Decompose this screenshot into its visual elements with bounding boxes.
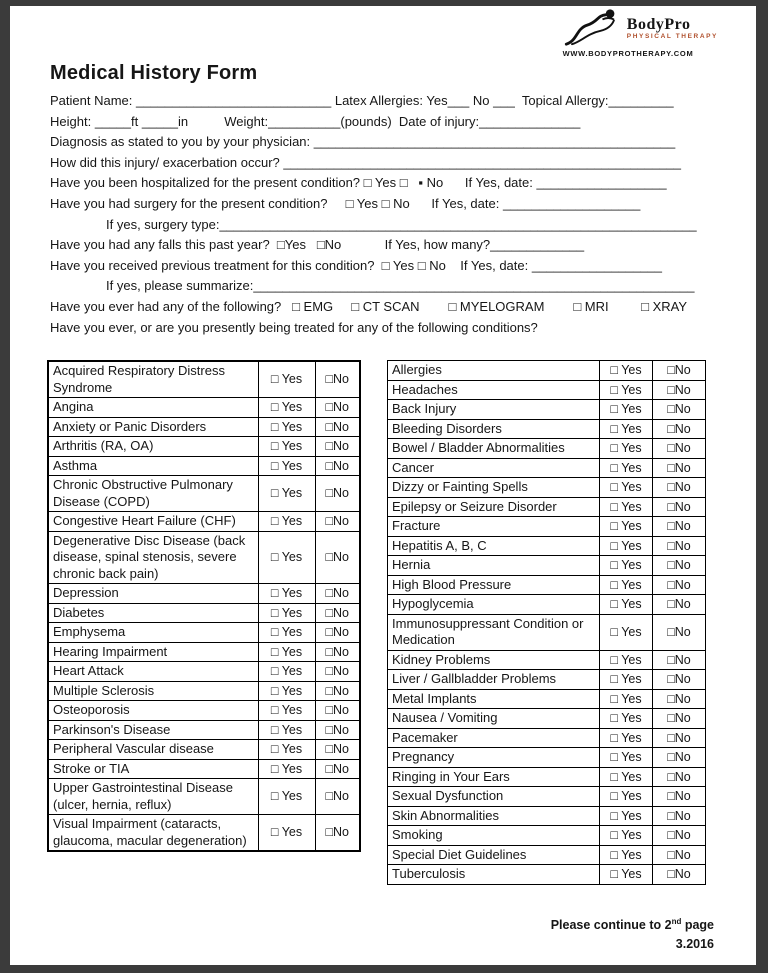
line-surgery [50,194,714,215]
condition-label: Cancer [388,458,600,478]
summarize-blank[interactable]: _____________________________________________________________ [253,278,695,294]
no-checkbox[interactable]: □No [315,361,360,398]
yes-checkbox[interactable]: □ Yes [600,845,653,865]
condition-row [48,437,360,457]
condition-row [48,720,360,740]
line-diagnosis [50,132,714,153]
no-checkbox[interactable]: □No [315,779,360,815]
condition-label: Stroke or TIA [48,759,258,779]
condition-row [48,740,360,760]
condition-row [48,623,360,643]
continue-note: Please continue to 2nd page [550,917,714,933]
no-checkbox[interactable]: □No [315,456,360,476]
hospitalized-question: Have you been hospitalized for the present condition? [50,175,364,191]
condition-label: Arthritis (RA, OA) [48,437,258,457]
yes-checkbox[interactable]: □ Yes [600,595,653,615]
xray-checkbox[interactable]: □ XRAY [641,298,688,314]
mri-checkbox[interactable]: □ MRI [573,298,609,314]
weight-blank[interactable]: __________ [268,113,341,129]
condition-label: Ringing in Your Ears [388,767,600,787]
condition-label: Heart Attack [48,662,258,682]
no-checkbox[interactable]: □No [315,701,360,721]
condition-label: Smoking [388,826,600,846]
condition-row [388,517,706,537]
condition-row [388,767,706,787]
condition-row [48,512,360,532]
summarize-label: If yes, please summarize: [106,278,254,294]
no-checkbox[interactable]: □No [653,650,706,670]
ct-scan-checkbox[interactable]: □ CT SCAN [351,298,420,314]
condition-label: Hypoglycemia [388,595,600,615]
condition-row [388,478,706,498]
no-checkbox[interactable]: □No [653,845,706,865]
brand-tagline: PHYSICAL THERAPY [626,33,718,40]
no-checkbox[interactable]: □No [653,865,706,885]
condition-label: Bleeding Disorders [388,419,600,439]
previous-treatment-question: Have you received previous treatment for this condition? [50,257,382,273]
yes-checkbox[interactable]: □ Yes [600,826,653,846]
condition-row [48,681,360,701]
condition-row [388,361,706,381]
condition-label: Epilepsy or Seizure Disorder [388,497,600,517]
condition-row [48,642,360,662]
condition-row [388,380,706,400]
hospitalized-date-blank[interactable]: __________________ [536,175,667,191]
spacer [188,114,224,129]
spacer [443,175,465,190]
no-checkbox[interactable]: □No [653,478,706,498]
condition-label: Sexual Dysfunction [388,787,600,807]
no-checkbox[interactable]: □No [653,767,706,787]
condition-label: Nausea / Vomiting [388,709,600,729]
condition-row [48,815,360,852]
condition-label: Fracture [388,517,600,537]
height-ft-blank[interactable]: _____ [94,113,131,129]
yes-checkbox[interactable]: □ Yes [258,701,315,721]
spacer [544,299,573,314]
condition-label: Congestive Heart Failure (CHF) [48,512,258,532]
condition-label: Parkinson's Disease [48,720,258,740]
falls-count-label: If Yes, how many? [384,237,491,253]
date-of-injury-label: Date of injury: [398,113,480,129]
injury-occur-label: How did this injury/ exacerbation occur? [50,154,284,170]
hospitalized-yes-checkbox[interactable]: □ Yes [363,175,397,191]
condition-row [388,865,706,885]
no-checkbox[interactable]: □No [315,603,360,623]
yes-checkbox[interactable]: □ Yes [258,681,315,701]
spacer [420,299,449,314]
no-checkbox[interactable]: □No [315,662,360,682]
yes-checkbox[interactable]: □ Yes [600,728,653,748]
height-in-blank[interactable]: _____ [141,113,178,129]
condition-label: Kidney Problems [388,650,600,670]
surgery-date-blank[interactable]: ___________________ [502,195,641,211]
no-checkbox[interactable]: □No [315,815,360,852]
yes-checkbox[interactable]: □ Yes [258,417,315,437]
previous-treatment-date-blank[interactable]: __________________ [531,257,662,273]
condition-row [388,595,706,615]
condition-label: Depression [48,584,258,604]
condition-label: Degenerative Disc Disease (back disease, spinal stenosis, severe chronic back pain) [48,531,258,584]
no-checkbox[interactable]: □No [315,531,360,584]
page-title: Medical History Form [50,62,258,84]
yes-checkbox[interactable]: □ Yes [600,767,653,787]
surgery-question: Have you had surgery for the present condition? [50,195,346,211]
hospitalized-date-label: If Yes, date: [464,175,537,191]
yes-checkbox[interactable]: □ Yes [600,575,653,595]
yes-checkbox[interactable]: □ Yes [600,439,653,459]
condition-row [388,536,706,556]
surgery-type-blank[interactable]: __________________________________________________________________ [219,216,697,232]
no-checkbox[interactable]: □No [653,536,706,556]
no-checkbox[interactable]: □No [653,556,706,576]
no-checkbox[interactable]: □No [315,398,360,418]
yes-checkbox[interactable]: □ Yes [600,361,653,381]
conditions-table-left [47,360,361,852]
no-checkbox[interactable]: □No [653,806,706,826]
weight-unit-label: (pounds) [340,113,399,129]
no-checkbox[interactable]: □No [315,759,360,779]
topical-allergy-label: Topical Allergy: [514,93,609,108]
patient-name-blank[interactable]: ___________________________ [136,93,332,108]
yes-checkbox[interactable]: □ Yes [600,614,653,650]
condition-label: Back Injury [388,400,600,420]
latex-no-label: No [469,93,494,108]
line-falls [50,235,714,256]
condition-row [388,650,706,670]
condition-row [388,806,706,826]
yes-checkbox[interactable]: □ Yes [258,720,315,740]
conditions-tables [50,360,714,885]
surgery-type-label: If yes, surgery type: [106,216,220,232]
hospitalized-no-checkbox[interactable]: □ ▪ No [399,175,444,191]
no-checkbox[interactable]: □No [315,437,360,457]
condition-row [388,439,706,459]
yes-checkbox[interactable]: □ Yes [600,865,653,885]
condition-label: High Blood Pressure [388,575,600,595]
condition-row [388,614,706,650]
yes-checkbox[interactable]: □ Yes [600,400,653,420]
yes-checkbox[interactable]: □ Yes [258,779,315,815]
no-checkbox[interactable]: □No [653,497,706,517]
yes-checkbox[interactable]: □ Yes [258,815,315,852]
yes-checkbox[interactable]: □ Yes [600,497,653,517]
latex-no-blank[interactable]: ___ [493,93,515,108]
brand-website: WWW.BODYPROTHERAPY.COM [562,49,694,58]
condition-label: Metal Implants [388,689,600,709]
conditions-table-right [387,360,706,885]
no-checkbox[interactable]: □No [653,728,706,748]
no-checkbox[interactable]: □No [653,748,706,768]
injury-occur-blank[interactable]: _______________________________________________________ [283,154,682,170]
no-checkbox[interactable]: □No [315,642,360,662]
spacer [446,258,460,273]
yes-checkbox[interactable]: □ Yes [258,398,315,418]
yes-checkbox[interactable]: □ Yes [600,748,653,768]
falls-question: Have you had any falls this past year? [50,237,277,253]
no-checkbox[interactable]: □No [653,595,706,615]
condition-label: Acquired Respiratory Distress Syndrome [48,361,258,398]
yes-checkbox[interactable]: □ Yes [600,709,653,729]
no-checkbox[interactable]: □No [315,512,360,532]
condition-label: Liver / Gallbladder Problems [388,670,600,690]
yes-checkbox[interactable]: □ Yes [258,531,315,584]
ever-had-question: Have you ever had any of the following? [50,298,293,314]
no-checkbox[interactable]: □No [653,419,706,439]
line-conditions-intro [50,318,714,339]
no-checkbox[interactable]: □No [653,709,706,729]
no-checkbox[interactable]: □No [653,439,706,459]
condition-row [48,603,360,623]
condition-label: Osteoporosis [48,701,258,721]
condition-row [388,575,706,595]
condition-row [388,748,706,768]
condition-label: Multiple Sclerosis [48,681,258,701]
condition-row [388,845,706,865]
condition-row [388,709,706,729]
yes-checkbox[interactable]: □ Yes [258,476,315,512]
spacer [306,237,317,252]
yes-checkbox[interactable]: □ Yes [258,623,315,643]
version-label: 3.2016 [675,937,714,952]
yes-checkbox[interactable]: □ Yes [258,759,315,779]
yes-checkbox[interactable]: □ Yes [600,380,653,400]
condition-label: Hearing Impairment [48,642,258,662]
condition-row [388,689,706,709]
yes-checkbox[interactable]: □ Yes [258,662,315,682]
yes-checkbox[interactable]: □ Yes [258,512,315,532]
condition-row [48,398,360,418]
no-checkbox[interactable]: □No [653,826,706,846]
yes-checkbox[interactable]: □ Yes [258,584,315,604]
condition-label: Special Diet Guidelines [388,845,600,865]
line-ever-had-tests [50,297,714,318]
no-checkbox[interactable]: □No [315,720,360,740]
condition-label: Bowel / Bladder Abnormalities [388,439,600,459]
falls-no-checkbox[interactable]: □No [316,237,342,253]
condition-label: Angina [48,398,258,418]
yes-checkbox[interactable]: □ Yes [258,642,315,662]
date-of-injury-blank[interactable]: ______________ [479,113,581,129]
condition-label: Hernia [388,556,600,576]
condition-row [48,361,360,398]
line-previous-treatment [50,256,714,277]
line-height-weight [50,112,714,133]
spacer [609,299,642,314]
condition-row [388,556,706,576]
no-checkbox[interactable]: □No [653,517,706,537]
myelogram-checkbox[interactable]: □ MYELOGRAM [448,298,545,314]
condition-label: Chronic Obstructive Pulmonary Disease (COPD) [48,476,258,512]
condition-row [48,417,360,437]
yes-checkbox[interactable]: □ Yes [600,650,653,670]
no-checkbox[interactable]: □No [653,614,706,650]
brand-name: BodyPro [626,16,691,33]
falls-count-blank[interactable]: _____________ [490,237,585,253]
condition-label: Headaches [388,380,600,400]
line-hospitalized [50,173,714,194]
condition-row [48,584,360,604]
condition-label: Visual Impairment (cataracts, glaucoma, macular degeneration) [48,815,258,852]
condition-row [388,497,706,517]
condition-label: Upper Gastrointestinal Disease (ulcer, hernia, reflux) [48,779,258,815]
condition-label: Anxiety or Panic Disorders [48,417,258,437]
yes-checkbox[interactable]: □ Yes [600,670,653,690]
no-checkbox[interactable]: □No [315,417,360,437]
patient-name-label: Patient Name: [50,93,136,108]
surgery-date-label: If Yes, date: [431,195,503,211]
spacer [341,237,384,252]
diagnosis-label: Diagnosis as stated to you by your physician: [50,134,314,150]
yes-checkbox[interactable]: □ Yes [600,806,653,826]
condition-label: Allergies [388,361,600,381]
condition-row [388,670,706,690]
condition-label: Pacemaker [388,728,600,748]
yes-checkbox[interactable]: □ Yes [258,361,315,398]
yes-checkbox[interactable]: □ Yes [600,478,653,498]
latex-allergies-label: Latex Allergies: Yes [334,93,448,108]
line-surgery-type [50,215,714,236]
condition-label: Peripheral Vascular disease [48,740,258,760]
no-checkbox[interactable]: □No [653,575,706,595]
yes-checkbox[interactable]: □ Yes [600,458,653,478]
condition-label: Hepatitis A, B, C [388,536,600,556]
no-checkbox[interactable]: □No [653,380,706,400]
no-checkbox[interactable]: □No [653,689,706,709]
height-label: Height: [50,113,95,129]
condition-label: Skin Abnormalities [388,806,600,826]
condition-row [48,662,360,682]
condition-label: Diabetes [48,603,258,623]
condition-label: Emphysema [48,623,258,643]
condition-row [48,779,360,815]
emg-checkbox[interactable]: □ EMG [292,298,334,314]
height-ft-unit: ft [130,113,142,129]
form-page [10,6,756,965]
no-checkbox[interactable]: □No [653,400,706,420]
condition-label: Immunosuppressant Condition or Medication [388,614,600,650]
condition-label: Asthma [48,456,258,476]
no-checkbox[interactable]: □No [653,670,706,690]
previous-treatment-yes-checkbox[interactable]: □ Yes [381,257,415,273]
no-checkbox[interactable]: □No [315,584,360,604]
weight-label: Weight: [224,113,269,129]
latex-yes-blank[interactable]: ___ [447,93,470,108]
yes-checkbox[interactable]: □ Yes [258,740,315,760]
yes-checkbox[interactable]: □ Yes [600,536,653,556]
height-in-unit: in [177,113,189,129]
no-checkbox[interactable]: □No [315,476,360,512]
condition-row [48,531,360,584]
yes-checkbox[interactable]: □ Yes [258,437,315,457]
falls-yes-checkbox[interactable]: □Yes [276,237,306,253]
condition-label: Tuberculosis [388,865,600,885]
line-summarize [50,276,714,297]
no-checkbox[interactable]: □No [653,361,706,381]
yes-checkbox[interactable]: □ Yes [258,603,315,623]
condition-row [48,701,360,721]
surgery-no-checkbox[interactable]: □ No [381,195,410,211]
condition-row [388,826,706,846]
bodypro-logo [538,8,718,58]
no-checkbox[interactable]: □No [315,681,360,701]
yes-checkbox[interactable]: □ Yes [600,419,653,439]
previous-treatment-date-label: If Yes, date: [460,257,532,273]
condition-row [388,787,706,807]
spacer [410,196,432,211]
bodypro-horse-icon [560,8,624,48]
condition-row [388,419,706,439]
yes-checkbox[interactable]: □ Yes [600,517,653,537]
topical-allergy-blank[interactable]: _________ [608,93,674,108]
condition-row [388,458,706,478]
condition-row [48,456,360,476]
condition-row [48,759,360,779]
yes-checkbox[interactable]: □ Yes [600,787,653,807]
line-patient-name [50,91,714,112]
condition-row [388,400,706,420]
condition-label: Dizzy or Fainting Spells [388,478,600,498]
yes-checkbox[interactable]: □ Yes [600,556,653,576]
diagnosis-blank[interactable]: __________________________________________________ [313,134,676,150]
no-checkbox[interactable]: □No [653,458,706,478]
conditions-intro: Have you ever, or are you presently being treated for any of the following conditions? [50,319,538,335]
yes-checkbox[interactable]: □ Yes [258,456,315,476]
line-injury-occur [50,153,714,174]
page-footer [551,912,714,954]
condition-label: Pregnancy [388,748,600,768]
no-checkbox[interactable]: □No [315,740,360,760]
condition-row [48,476,360,512]
surgery-yes-checkbox[interactable]: □ Yes [345,195,378,211]
no-checkbox[interactable]: □No [653,787,706,807]
spacer [333,299,351,314]
condition-row [388,728,706,748]
yes-checkbox[interactable]: □ Yes [600,689,653,709]
no-checkbox[interactable]: □No [315,623,360,643]
previous-treatment-no-checkbox[interactable]: □ No [417,257,446,273]
